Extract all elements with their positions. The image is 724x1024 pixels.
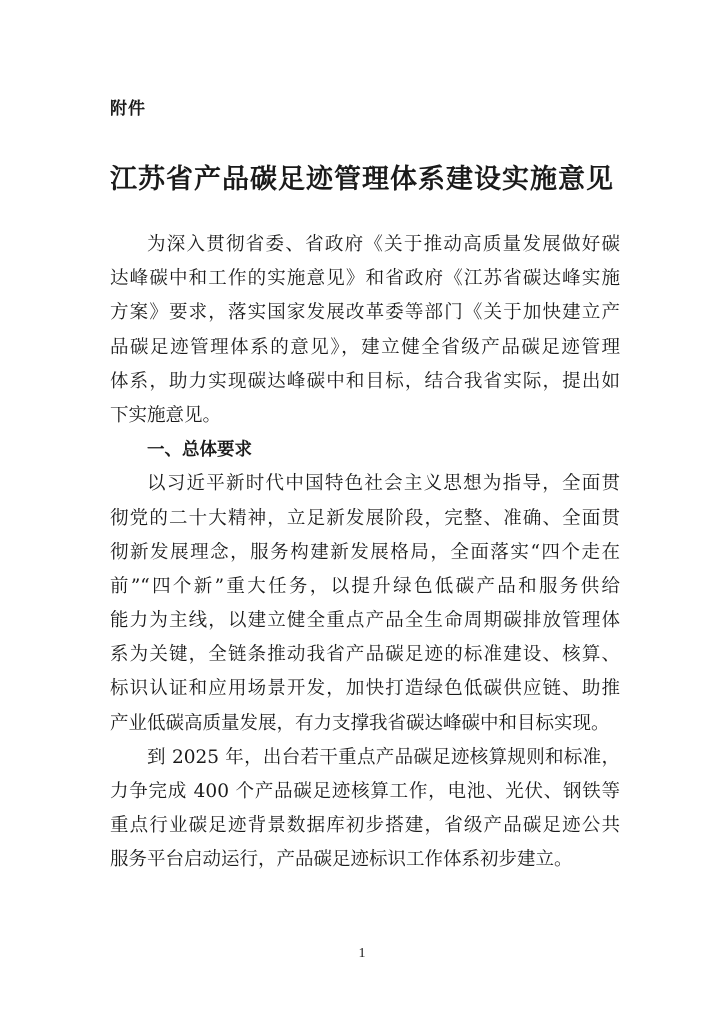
- paragraph-line: 力争完成 400 个产品碳足迹核算工作，电池、光伏、钢铁等: [110, 781, 620, 802]
- document-body: [110, 228, 620, 878]
- paragraph-line: 标识认证和应用场景开发，加快打造绿色低碳供应链、助推: [110, 678, 620, 700]
- paragraph-line: 服务平台启动运行，产品碳足迹标识工作体系初步建立。: [110, 849, 573, 871]
- page-number: 1: [358, 946, 366, 961]
- paragraph-line: 达峰碳中和工作的实施意见》和省政府《江苏省碳达峰实施: [110, 268, 620, 290]
- document-title: 江苏省产品碳足迹管理体系建设实施意见: [110, 164, 614, 195]
- paragraph-line: 到 2025 年，出台若干重点产品碳足迹核算规则和标准，: [147, 746, 620, 768]
- paragraph-line: 彻新发展理念，服务构建新发展格局，全面落实“四个走在: [110, 541, 620, 563]
- paragraph-line: 前”“四个新”重大任务，以提升绿色低碳产品和服务供给: [110, 575, 620, 597]
- paragraph-line: 体系，助力实现碳达峰碳中和目标，结合我省实际，提出如: [110, 370, 620, 392]
- attachment-label: 附件: [110, 99, 146, 119]
- paragraph-line: 下实施意见。: [110, 404, 222, 426]
- paragraph-line: 方案》要求，落实国家发展改革委等部门《关于加快建立产: [110, 302, 620, 324]
- paragraph-line: 重点行业碳足迹背景数据库初步搭建，省级产品碳足迹公共: [110, 815, 620, 837]
- paragraph: [110, 741, 620, 878]
- paragraph-line: 为深入贯彻省委、省政府《关于推动高质量发展做好碳: [147, 234, 620, 255]
- section-heading: 一、总体要求: [147, 440, 252, 461]
- paragraph-line: 能力为主线，以建立健全重点产品全生命周期碳排放管理体: [110, 610, 620, 632]
- paragraph-line: 彻党的二十大精神，立足新发展阶段，完整、准确、全面贯: [110, 507, 620, 529]
- paragraph-line: 以习近平新时代中国特色社会主义思想为指导，全面贯: [147, 473, 620, 495]
- paragraph-line: 系为关键，全链条推动我省产品碳足迹的标准建设、核算、: [110, 644, 620, 666]
- paragraph-line: 品碳足迹管理体系的意见》，建立健全省级产品碳足迹管理: [110, 336, 620, 358]
- paragraph-line: 产业低碳高质量发展，有力支撑我省碳达峰碳中和目标实现。: [110, 712, 610, 734]
- paragraph: [110, 467, 620, 741]
- paragraph: [110, 228, 620, 433]
